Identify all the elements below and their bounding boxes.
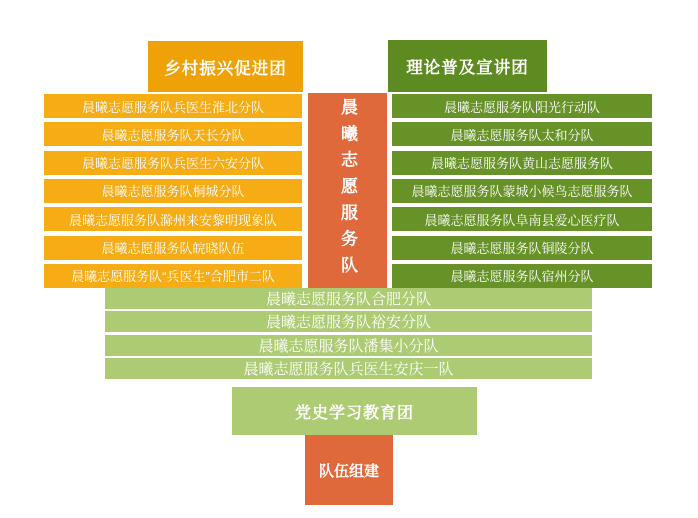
- root-node: [308, 93, 387, 288]
- team-node: 晨曦志愿服务队裕安分队: [105, 311, 592, 332]
- team-node: 晨曦志愿服务队兵医生淮北分队: [44, 94, 302, 118]
- right-branch-column: [392, 94, 652, 288]
- team-node: 晨曦志愿服务队黄山志愿服务队: [392, 151, 652, 175]
- team-node: 晨曦志愿服务队太和分队: [392, 122, 652, 146]
- team-node: 晨曦志愿服务队桐城分队: [44, 179, 302, 203]
- footer-node: 队伍组建: [305, 435, 393, 505]
- team-node: 晨曦志愿服务队滁州来安黎明现象队: [44, 207, 302, 231]
- left-branch-header: 乡村振兴促进团: [148, 41, 303, 92]
- bottom-branch-column: [105, 288, 592, 379]
- root-node-label: 晨曦志愿服务队: [338, 98, 357, 283]
- team-node: 晨曦志愿服务队阜南县爱心医疗队: [392, 207, 652, 231]
- team-node: 晨曦志愿服务队潘集小分队: [105, 335, 592, 356]
- team-node: 晨曦志愿服务队宿州分队: [392, 264, 652, 288]
- team-node: 晨曦志愿服务队“兵医生”合肥市二队: [44, 264, 302, 288]
- team-node: 晨曦志愿服务队合肥分队: [105, 288, 592, 309]
- team-node: 晨曦志愿服务队兵医生安庆一队: [105, 358, 592, 379]
- left-branch-column: [44, 94, 302, 288]
- team-node: 晨曦志愿服务队铜陵分队: [392, 236, 652, 260]
- team-node: 晨曦志愿服务队皖晓队伍: [44, 236, 302, 260]
- team-node: 晨曦志愿服务队天长分队: [44, 122, 302, 146]
- team-node: 晨曦志愿服务队蒙城小候鸟志愿服务队: [392, 179, 652, 203]
- team-node: 晨曦志愿服务队阳光行动队: [392, 94, 652, 118]
- right-branch-header: 理论普及宣讲团: [388, 40, 547, 92]
- team-node: 晨曦志愿服务队兵医生六安分队: [44, 151, 302, 175]
- bottom-branch-header: 党史学习教育团: [232, 387, 477, 435]
